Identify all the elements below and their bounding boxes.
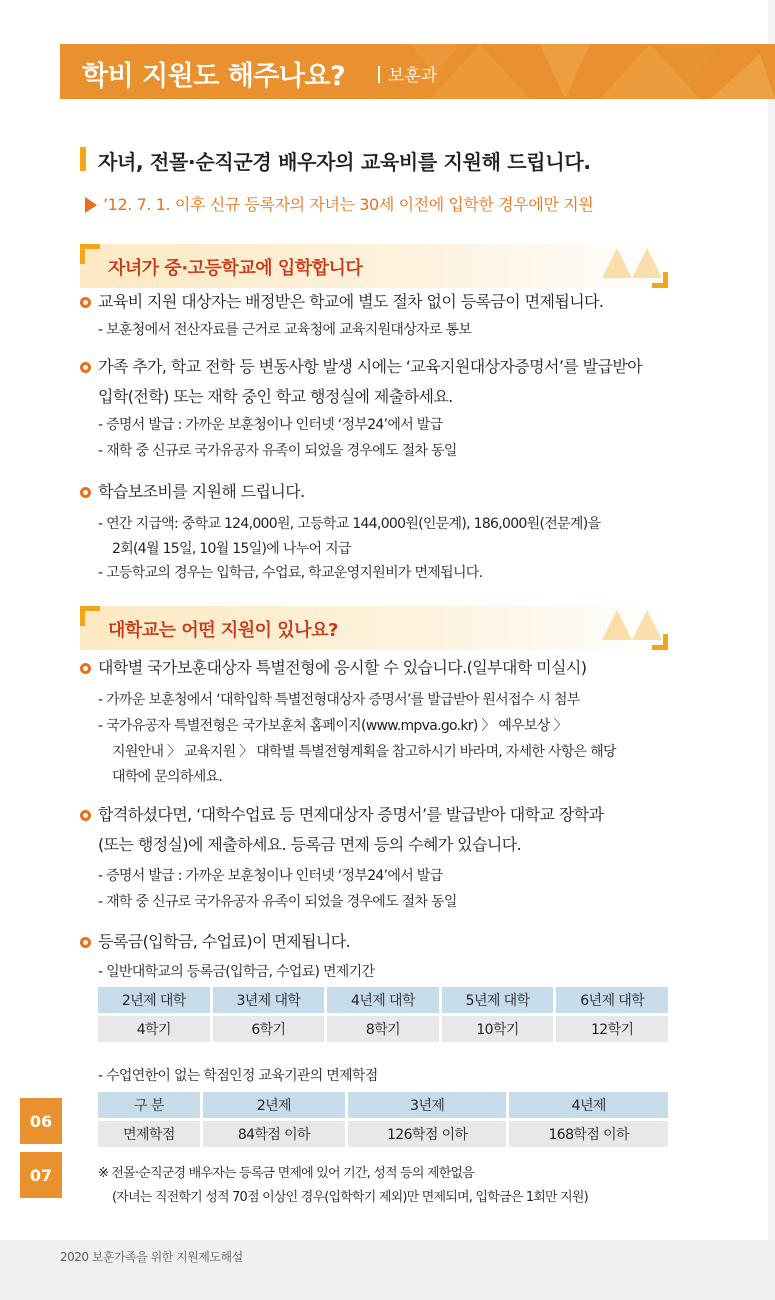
section-title: 자녀가 중·고등학교에 입학합니다 [108,258,363,279]
table-cell: 84학점 이하 [203,1121,345,1147]
sub-item: - 일반대학교의 등록금(입학금, 수업료) 면제기간 [98,964,375,980]
table-header: 4년제 대학 [327,987,439,1013]
table-header: 3년제 대학 [213,987,325,1013]
footer-text: 2020 보훈가족을 위한 지원제도해설 [60,1250,243,1264]
table-header: 2년제 대학 [98,987,210,1013]
corner-decoration [80,606,100,626]
sub-item: - 고등학교의 경우는 입학금, 수업료, 학교운영지원비가 면제됩니다. [98,565,483,581]
table-header: 구 분 [98,1092,200,1118]
bullet-icon [80,810,91,821]
bullet-icon [80,362,91,373]
list-item: 가족 추가, 학교 전학 등 변동사항 발생 시에는 ‘교육지원대상자증명서’를 발급받아 입학(전학) 또는 재학 중인 학교 행정실에 제출하세요. [80,352,670,412]
bullet-icon [80,487,91,498]
sub-item: - 재학 중 신규로 국가유공자 유족이 되었을 경우에도 절차 동일 [98,894,457,910]
list-item: 교육비 지원 대상자는 배정받은 학교에 별도 절차 없이 등록금이 면제됩니다. [80,287,670,317]
table-header: 6년제 대학 [556,987,668,1013]
table-cell: 10학기 [442,1016,554,1042]
table-cell: 면제학점 [98,1121,200,1147]
table-cell: 6학기 [213,1016,325,1042]
footnote: (자녀는 직전학기 성적 70점 이상인 경우(입학학기 제외)만 면제되며, 입학금은 1회만 지원) [112,1190,588,1205]
corner-decoration [80,244,100,264]
page-tab-07[interactable]: 07 [20,1152,62,1198]
sub-item: 대학에 문의하세요. [112,769,223,785]
table-header: 3년제 [348,1092,507,1118]
heading-bar [80,147,86,171]
sub-item: - 연간 지급액: 중학교 124,000원, 고등학교 144,000원(인문계), 186,000원(전문계)을 [98,516,601,532]
bullet-icon [80,663,91,674]
sub-item: - 보훈청에서 전산자료를 근거로 교육청에 교육지원대상자로 통보 [98,322,472,338]
table-header: 2년제 [203,1092,345,1118]
sub-item: - 가까운 보훈청에서 ‘대학입학 특별전형대상자 증명서’를 발급받아 원서접수 시 첨부 [98,692,580,708]
credit-exemption-table [95,1089,671,1150]
sub-item: 2회(4월 15일, 10월 15일)에 나누어 지급 [112,541,351,557]
sub-item: 지원안내 〉 교육지원 〉 대학별 특별전형계획을 참고하시기 바라며, 자세한 사항은 해당 [112,744,616,760]
section-header-university [80,606,668,650]
table-header: 4년제 [509,1092,668,1118]
bullet-icon [80,937,91,948]
header-bar [60,44,775,99]
sub-item: - 국가유공자 특별전형은 국가보훈처 홈페이지(www.mpva.go.kr) 〉 예우보상 〉 [98,718,567,734]
table-cell: 4학기 [98,1016,210,1042]
sub-item: - 수업연한이 없는 학점인정 교육기관의 면제학점 [98,1068,378,1084]
page-title: 학비 지원도 해주나요? [82,61,346,92]
table-cell: 126학점 이하 [348,1121,507,1147]
bullet-icon [80,297,91,308]
page-tab-06[interactable]: 06 [20,1098,62,1144]
section-header-middle-high [80,244,668,288]
table-cell: 12학기 [556,1016,668,1042]
triangle-pattern-icon [602,248,662,278]
sub-item: - 증명서 발급 : 가까운 보훈청이나 인터넷 ‘정부24’에서 발급 [98,417,443,433]
triangle-pattern-icon [602,610,662,640]
department-label: 보훈과 [378,61,437,86]
tuition-exemption-table [95,984,671,1045]
list-item: 등록금(입학금, 수업료)이 면제됩니다. [80,927,670,957]
list-item: 대학별 국가보훈대상자 특별전형에 응시할 수 있습니다.(일부대학 미실시) [80,653,670,683]
arrow-right-icon [85,197,97,213]
list-item: 학습보조비를 지원해 드립니다. [80,477,670,507]
sub-item: - 재학 중 신규로 국가유공자 유족이 되었을 경우에도 절차 동일 [98,443,457,459]
arrow-note [85,192,593,215]
main-heading: 자녀, 전몰·순직군경 배우자의 교육비를 지원해 드립니다. [98,150,591,174]
right-edge [768,0,775,1240]
footnote: ※ 전몰·순직군경 배우자는 등록금 면제에 있어 기간, 성적 등의 제한없음 [98,1166,474,1181]
sub-item: - 증명서 발급 : 가까운 보훈청이나 인터넷 ‘정부24’에서 발급 [98,868,443,884]
table-cell: 8학기 [327,1016,439,1042]
table-header: 5년제 대학 [442,987,554,1013]
section-title: 대학교는 어떤 지원이 있나요? [108,620,338,641]
list-item: 합격하셨다면, ‘대학수업료 등 면제대상자 증명서’를 발급받아 대학교 장학과 (또는 행정실)에 제출하세요. 등록금 면제 등의 수혜가 있습니다. [80,800,670,860]
arrow-note-text: ’12. 7. 1. 이후 신규 등록자의 자녀는 30세 이전에 입학한 경우에만 지원 [103,195,594,214]
table-cell: 168학점 이하 [509,1121,668,1147]
